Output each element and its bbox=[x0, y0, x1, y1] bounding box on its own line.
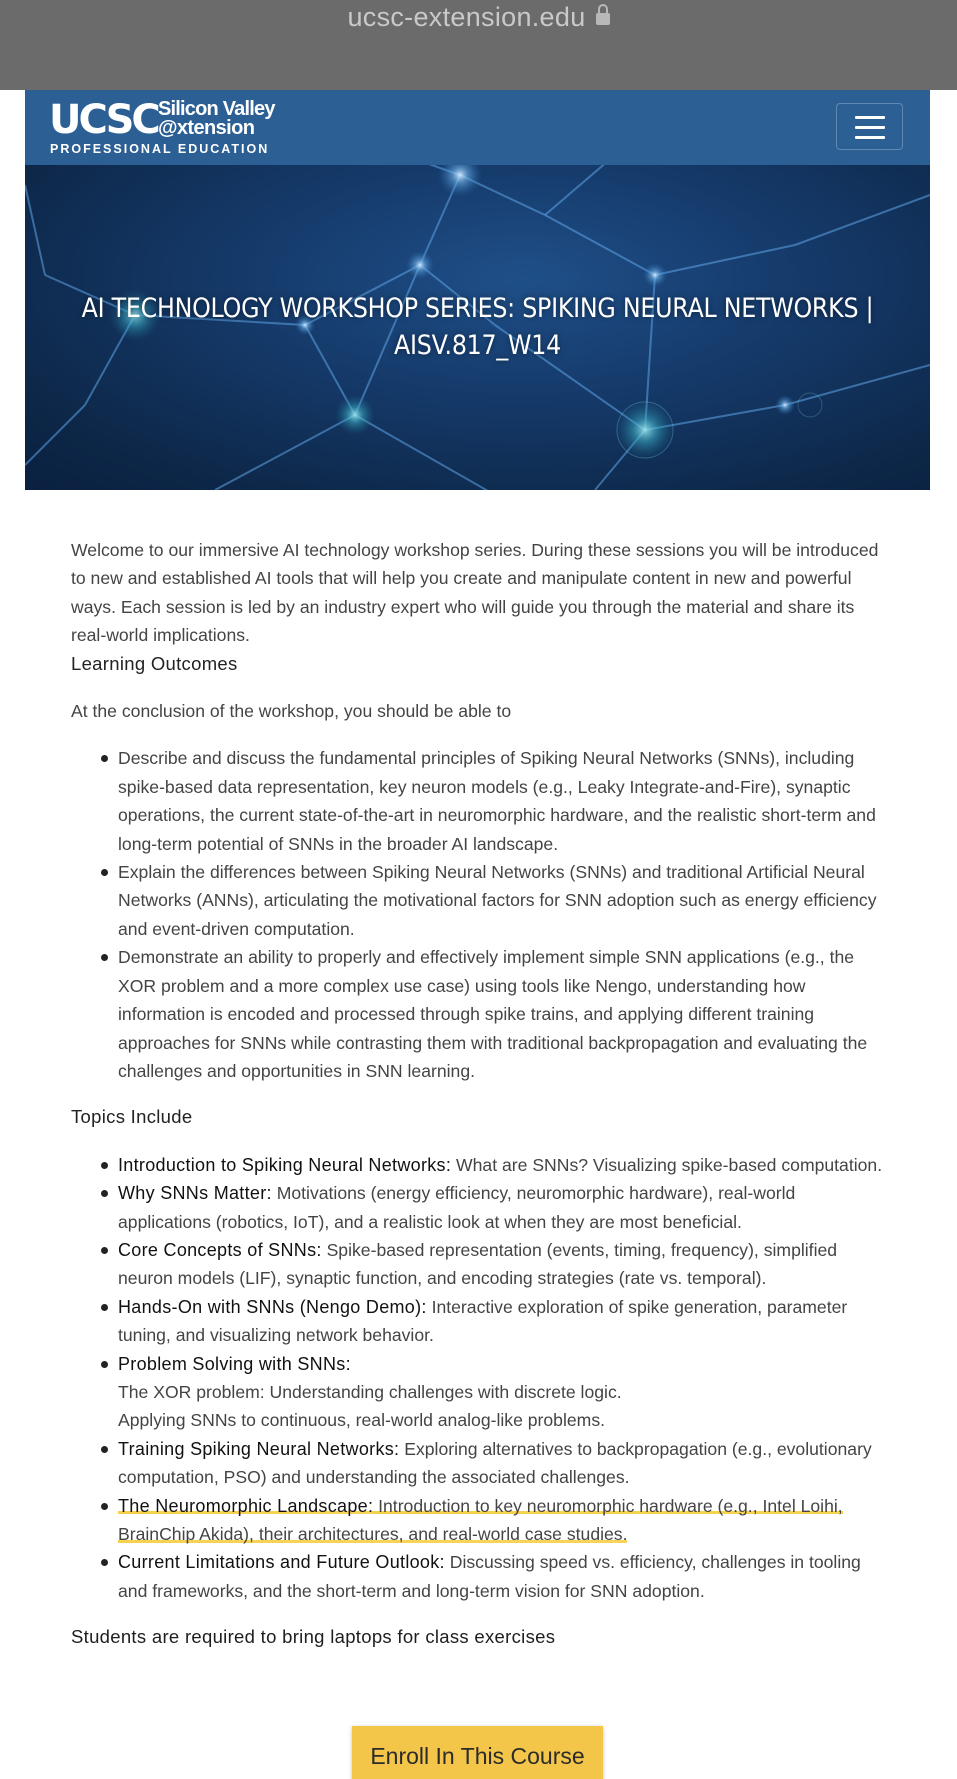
course-title bbox=[79, 290, 875, 364]
menu-icon-bar bbox=[855, 136, 885, 139]
topic-title: The Neuromorphic Landscape: bbox=[118, 1495, 374, 1516]
ucsc-extension-logo[interactable] bbox=[49, 97, 289, 156]
lock-icon bbox=[596, 13, 610, 25]
hero-banner bbox=[25, 165, 930, 490]
topic-description: The XOR problem: Understanding challenges with discrete logic. bbox=[118, 1381, 622, 1402]
menu-icon-bar bbox=[855, 126, 885, 129]
course-title-line1: AI TECHNOLOGY WORKSHOP SERIES: SPIKING NEURAL NETWORKS | bbox=[81, 293, 874, 324]
list-item bbox=[71, 1151, 891, 1179]
list-item bbox=[71, 1350, 891, 1435]
logo-ucsc-text: UCSC bbox=[49, 97, 158, 143]
intro-paragraph: Welcome to our immersive AI technology workshop series. During these sessions you will be introduced to new and established AI tools that will help you create and manipulate content in new and powerful ways. Each session is led by an industry expert who will guide you through the material and share its real-world implications. bbox=[71, 540, 879, 646]
topic-description: Discussing speed vs. efficiency, challenges in tooling and frameworks, and the short-term and long-term vision for SNN adoption. bbox=[118, 1552, 861, 1601]
enroll-button[interactable]: Enroll In This Course bbox=[352, 1726, 603, 1779]
url-display[interactable] bbox=[0, 2, 957, 33]
topic-title: Hands-On with SNNs (Nengo Demo): bbox=[118, 1296, 427, 1317]
hamburger-menu-button[interactable] bbox=[836, 103, 903, 150]
url-text: ucsc-extension.edu bbox=[347, 2, 586, 32]
topic-title: Introduction to Spiking Neural Networks: bbox=[118, 1154, 452, 1175]
logo-extension-text: @xtension bbox=[158, 117, 255, 139]
topic-title: Training Spiking Neural Networks: bbox=[118, 1438, 400, 1459]
browser-address-bar[interactable] bbox=[0, 0, 957, 90]
topic-description: Applying SNNs to continuous, real-world analog-like problems. bbox=[118, 1410, 605, 1431]
site-header bbox=[25, 90, 930, 165]
list-item: Describe and discuss the fundamental principles of Spiking Neural Networks (SNNs), including spike-based data representation, key neuron models (e.g., Leaky Integrate-and-Fire), synaptic operations, the current state-of-the-art in neuromorphic hardware, and the realistic short-term and long-term potential of SNNs in the broader AI landscape. bbox=[71, 744, 891, 858]
laptop-requirement-note: Students are required to bring laptops for class exercises bbox=[71, 1626, 556, 1648]
topic-description: What are SNNs? Visualizing spike-based computation. bbox=[451, 1154, 883, 1175]
menu-icon-bar bbox=[855, 116, 885, 119]
course-description bbox=[71, 536, 891, 1652]
topic-description: Spike-based representation (events, timing, frequency), simplified neuron models (LIF), synaptic function, and encoding strategies (rate vs. temporal). bbox=[118, 1239, 838, 1289]
topic-description: Interactive exploration of spike generation, parameter tuning, and visualizing network behavior. bbox=[118, 1296, 848, 1346]
topics-list bbox=[71, 1151, 891, 1606]
list-item: Explain the differences between Spiking Neural Networks (SNNs) and traditional Artificial Neural Networks (ANNs), articulating the motivational factors for SNN adoption such as energy efficiency and event-driven computation. bbox=[71, 858, 891, 943]
logo-silicon-valley-text: Silicon Valley bbox=[158, 98, 275, 120]
topic-description: Exploring alternatives to backpropagation (e.g., evolutionary computation, PSO) and understanding the associated challenges. bbox=[118, 1438, 872, 1488]
list-item-highlighted bbox=[71, 1492, 891, 1549]
topic-description: Motivations (energy efficiency, neuromorphic hardware), real-world applications (robotics, IoT), and a realistic look at when they are most beneficial. bbox=[118, 1183, 796, 1232]
topic-description: Introduction to key neuromorphic hardware (e.g., Intel Loihi, BrainChip Akida), their architectures, and real-world case studies. bbox=[118, 1495, 843, 1544]
topic-title: Why SNNs Matter: bbox=[118, 1183, 272, 1204]
list-item bbox=[71, 1179, 891, 1236]
outcomes-list bbox=[71, 744, 891, 1085]
topics-heading: Topics Include bbox=[71, 1106, 193, 1128]
topic-title: Problem Solving with SNNs: bbox=[118, 1353, 351, 1374]
learning-outcomes-heading: Learning Outcomes bbox=[71, 652, 238, 674]
topic-title: Current Limitations and Future Outlook: bbox=[118, 1552, 445, 1573]
list-item bbox=[71, 1435, 891, 1492]
list-item: Demonstrate an ability to properly and effectively implement simple SNN applications (e.g., the XOR problem and a more complex use case) using tools like Nengo, understanding how information is encoded and processed through spike trains, and applying different training approaches for SNNs while contrasting them with traditional backpropagation and evaluating the challenges and opportunities in SNN learning. bbox=[71, 943, 891, 1085]
logo-professional-education-text: PROFESSIONAL EDUCATION bbox=[50, 142, 270, 156]
list-item bbox=[71, 1236, 891, 1293]
outcomes-lead: At the conclusion of the workshop, you should be able to bbox=[71, 701, 512, 722]
topic-title: Core Concepts of SNNs: bbox=[118, 1239, 322, 1260]
course-title-line2: AISV.817_W14 bbox=[394, 330, 561, 361]
list-item bbox=[71, 1548, 891, 1605]
list-item bbox=[71, 1293, 891, 1350]
